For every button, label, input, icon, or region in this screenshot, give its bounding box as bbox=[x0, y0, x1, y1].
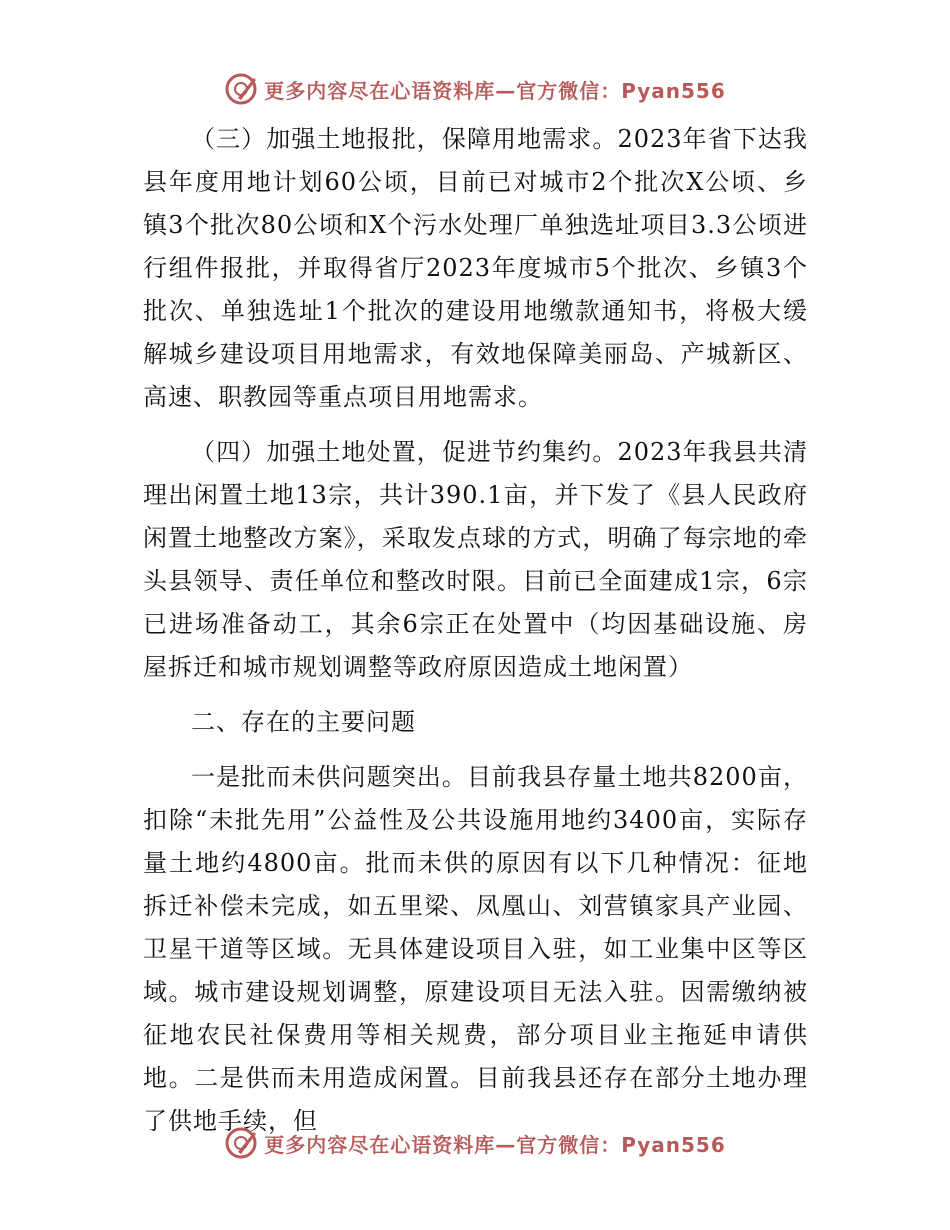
paragraph-land-approval: （三）加强土地报批，保障用地需求。2023年省下达我县年度用地计划60公顷，目前已对城市2个批次X公顷、乡镇3个批次80公顷和X个污水处理厂单独选址项目3.3公顷进行组件报批，并取得省厅2023年度城市5个批次、乡镇3个批次、单独选址1个批次的建设用地缴款通知书，将极大缓解城乡建设项目用地需求，有效地保障美丽岛、产城新区、高速、职教园等重点项目用地需求。 bbox=[143, 125, 808, 411]
watermark-header bbox=[0, 72, 950, 106]
watermark-footer bbox=[0, 1126, 950, 1160]
document-body bbox=[143, 118, 808, 1155]
watermark-logo-icon bbox=[224, 72, 258, 106]
paragraph-problems: 一是批而未供问题突出。目前我县存量土地共8200亩，扣除“未批先用”公益性及公共设施用地约3400亩，实际存量土地约4800亩。批而未供的原因有以下几种情况：征地拆迁补偿未完成，如五里梁、凤凰山、刘营镇家具产业园、卫星干道等区域。无具体建设项目入驻，如工业集中区等区域。城市建设规划调整，原建设项目无法入驻。因需缴纳被征地农民社保费用等相关规费，部分项目业主拖延申请供地。二是供而未用造成闲置。目前我县还存在部分土地办理了供地手续，但 bbox=[143, 763, 808, 1135]
paragraph-land-disposal: （四）加强土地处置，促进节约集约。2023年我县共清理出闲置土地13宗，共计390.1亩，并下发了《县人民政府闲置土地整改方案》，采取发点球的方式，明确了每宗地的牵头县领导、责任单位和整改时限。目前已全面建成1宗，6宗已进场准备动工，其余6宗正在处置中（均因基础设施、房屋拆迁和城市规划调整等政府原因造成土地闲置） bbox=[143, 438, 808, 681]
watermark-logo-icon bbox=[224, 1126, 258, 1160]
watermark-text: 更多内容尽在心语资料库—官方微信：Pyan556 bbox=[264, 1132, 726, 1157]
section-heading-problems: 二、存在的主要问题 bbox=[191, 708, 416, 736]
watermark-text: 更多内容尽在心语资料库—官方微信：Pyan556 bbox=[264, 78, 726, 103]
